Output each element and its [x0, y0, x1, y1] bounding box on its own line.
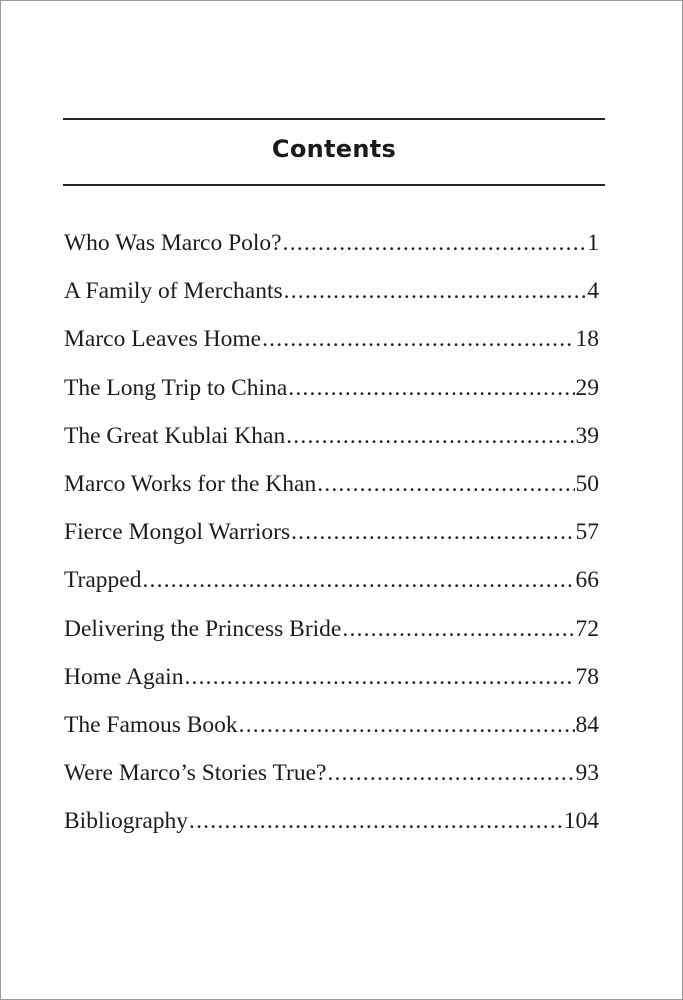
toc-entry-page: 18	[575, 326, 599, 353]
toc-entry-page: 57	[575, 519, 599, 546]
dot-leader	[317, 464, 574, 504]
dot-leader	[291, 512, 574, 552]
toc-entry-title: The Famous Book	[64, 711, 238, 738]
dot-leader	[342, 609, 574, 649]
toc-entry-title: Bibliography	[64, 808, 189, 835]
toc-entry	[64, 753, 599, 801]
toc-entry	[64, 705, 599, 753]
dot-leader	[184, 657, 574, 697]
top-rule	[63, 118, 605, 120]
table-of-contents	[64, 223, 599, 849]
toc-entry-page: 93	[575, 760, 599, 787]
toc-entry-page: 50	[575, 470, 599, 497]
toc-entry	[64, 368, 599, 416]
toc-entry-page: 104	[563, 808, 599, 835]
dot-leader	[262, 319, 574, 359]
toc-entry-title: Marco Works for the Khan	[64, 470, 317, 497]
toc-entry-page: 66	[575, 567, 599, 594]
toc-entry-title: Were Marco’s Stories True?	[64, 760, 327, 787]
toc-entry	[64, 464, 599, 512]
toc-entry-page: 39	[575, 422, 599, 449]
toc-entry-title: The Long Trip to China	[64, 374, 288, 401]
toc-entry-page: 4	[587, 278, 599, 305]
toc-entry	[64, 512, 599, 560]
toc-entry-page: 29	[575, 374, 599, 401]
toc-entry-title: Who Was Marco Polo?	[64, 230, 282, 256]
dot-leader	[288, 368, 574, 408]
toc-entry-page: 1	[587, 230, 599, 256]
toc-entry-title: A Family of Merchants	[64, 278, 283, 305]
toc-entry	[64, 560, 599, 608]
dot-leader	[283, 223, 587, 263]
toc-entry-title: Marco Leaves Home	[64, 326, 262, 353]
dot-leader	[142, 560, 574, 600]
dot-leader	[327, 753, 574, 793]
toc-entry-page: 78	[575, 663, 599, 690]
dot-leader	[284, 271, 587, 311]
toc-entry	[64, 319, 599, 367]
page-title: Contents	[271, 135, 397, 163]
toc-entry-page: 84	[575, 711, 599, 738]
toc-entry	[64, 609, 599, 657]
toc-entry	[64, 271, 599, 319]
toc-entry-page: 72	[575, 615, 599, 642]
toc-entry-title: Fierce Mongol Warriors	[64, 519, 291, 546]
toc-entry	[64, 223, 599, 271]
toc-entry-title: Delivering the Princess Bride	[64, 615, 342, 642]
toc-entry-title: The Great Kublai Khan	[64, 422, 286, 449]
dot-leader	[286, 416, 574, 456]
toc-entry	[64, 416, 599, 464]
bottom-rule	[63, 184, 605, 186]
dot-leader	[189, 801, 563, 841]
dot-leader	[239, 705, 575, 745]
toc-entry	[64, 801, 599, 849]
toc-entry-title: Trapped	[64, 567, 142, 594]
toc-entry-title: Home Again	[64, 663, 184, 690]
toc-entry	[64, 657, 599, 705]
